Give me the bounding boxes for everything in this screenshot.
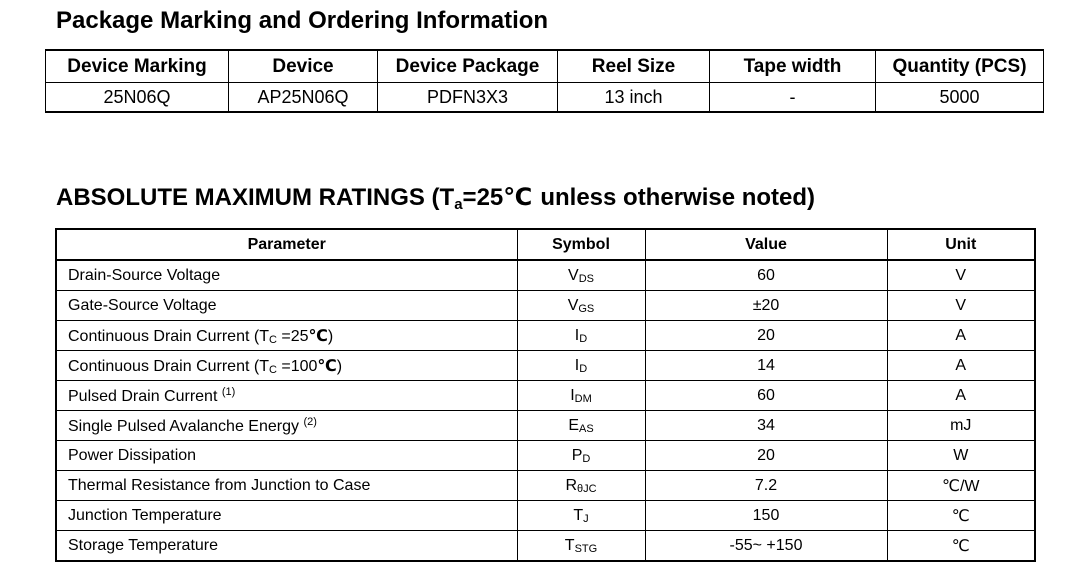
ratings-title-prefix: ABSOLUTE MAXIMUM RATINGS (T	[56, 184, 455, 211]
table-row	[56, 501, 1035, 531]
parameter-text: Power Dissipation	[68, 446, 197, 464]
ordering-header-row	[46, 50, 1044, 83]
unit-cell: V	[887, 260, 1035, 291]
header-quantity: Quantity (PCS)	[876, 50, 1044, 83]
unit-cell: W	[887, 441, 1035, 471]
unit-cell: A	[887, 351, 1035, 381]
unit-cell: A	[887, 381, 1035, 411]
parameter-cell	[56, 351, 517, 381]
cell-device-package: PDFN3X3	[378, 83, 558, 113]
symbol-subscript: θJC	[577, 482, 597, 495]
header-device: Device	[229, 50, 378, 83]
cell-reel-size: 13 inch	[558, 83, 710, 113]
ratings-title-mid: =25℃	[462, 184, 533, 211]
symbol-letter: E	[568, 416, 579, 434]
header-parameter: Parameter	[56, 229, 517, 260]
cell-device-marking: 25N06Q	[46, 83, 229, 113]
symbol-subscript: DS	[578, 272, 594, 285]
symbol-cell	[517, 411, 645, 441]
table-row	[56, 321, 1035, 351]
table-row	[56, 260, 1035, 291]
value-cell: 20	[645, 441, 887, 471]
unit-cell: mJ	[887, 411, 1035, 441]
table-row	[56, 291, 1035, 321]
symbol-subscript: GS	[578, 302, 595, 315]
header-value: Value	[645, 229, 887, 260]
value-cell: 34	[645, 411, 887, 441]
value-cell: ±20	[645, 291, 887, 321]
ratings-section-title	[56, 183, 815, 213]
ratings-title-suffix: unless otherwise noted)	[540, 184, 816, 211]
symbol-subscript: J	[583, 512, 589, 525]
symbol-letter: I	[570, 386, 575, 404]
cell-tape-width: -	[710, 83, 876, 113]
symbol-cell	[517, 321, 645, 351]
parameter-cell	[56, 531, 517, 562]
symbol-subscript: STG	[574, 542, 598, 555]
footnote-marker: (1)	[221, 385, 236, 398]
symbol-letter: V	[568, 266, 579, 284]
ratings-title-subscript: a	[454, 196, 463, 213]
header-device-marking: Device Marking	[46, 50, 229, 83]
parameter-cell	[56, 260, 517, 291]
cell-device: AP25N06Q	[229, 83, 378, 113]
symbol-letter: T	[564, 536, 575, 554]
parameter-text: Single Pulsed Avalanche Energy	[68, 417, 299, 435]
symbol-cell	[517, 531, 645, 562]
symbol-subscript: D	[582, 452, 591, 465]
unit-cell: ℃	[887, 501, 1035, 531]
unit-cell: ℃	[887, 531, 1035, 562]
table-row	[56, 441, 1035, 471]
symbol-subscript: D	[579, 362, 588, 375]
parameter-text: Gate-Source Voltage	[68, 296, 217, 314]
symbol-subscript: AS	[578, 422, 594, 435]
cell-quantity: 5000	[876, 83, 1044, 113]
symbol-subscript: D	[579, 332, 588, 345]
header-device-package: Device Package	[378, 50, 558, 83]
symbol-subscript: DM	[574, 392, 592, 405]
unit-cell: V	[887, 291, 1035, 321]
parameter-text: =25	[276, 327, 309, 345]
ordering-section-title: Package Marking and Ordering Information	[56, 7, 549, 34]
value-cell: 60	[645, 260, 887, 291]
value-cell: 14	[645, 351, 887, 381]
symbol-letter: I	[574, 356, 580, 374]
table-row	[56, 381, 1035, 411]
table-row	[56, 351, 1035, 381]
degree-symbol: ℃	[317, 357, 337, 375]
parameter-text: Pulsed Drain Current	[68, 387, 218, 405]
value-cell: 20	[645, 321, 887, 351]
ordering-data-row	[46, 83, 1044, 113]
parameter-subscript: C	[268, 333, 277, 346]
parameter-cell	[56, 411, 517, 441]
parameter-cell	[56, 501, 517, 531]
header-symbol: Symbol	[517, 229, 645, 260]
header-reel-size: Reel Size	[558, 50, 710, 83]
value-cell: 60	[645, 381, 887, 411]
parameter-cell	[56, 441, 517, 471]
ordering-table	[45, 49, 1044, 113]
symbol-letter: R	[565, 476, 577, 494]
value-cell: 7.2	[645, 471, 887, 501]
parameter-text: Drain-Source Voltage	[68, 266, 221, 284]
symbol-cell	[517, 260, 645, 291]
parameter-text: Continuous Drain Current (T	[68, 357, 269, 375]
symbol-letter: V	[567, 296, 579, 314]
parameter-cell	[56, 321, 517, 351]
parameter-cell	[56, 291, 517, 321]
unit-cell: A	[887, 321, 1035, 351]
table-row	[56, 411, 1035, 441]
parameter-text: )	[336, 357, 343, 375]
ratings-table	[55, 228, 1036, 562]
symbol-cell	[517, 291, 645, 321]
parameter-text: Continuous Drain Current (T	[68, 327, 269, 345]
symbol-cell	[517, 351, 645, 381]
parameter-text: )	[327, 327, 334, 345]
symbol-letter: P	[571, 446, 583, 464]
table-row	[56, 531, 1035, 562]
header-unit: Unit	[887, 229, 1035, 260]
unit-cell: ℃/W	[887, 471, 1035, 501]
value-cell: -55~ +150	[645, 531, 887, 562]
parameter-cell	[56, 381, 517, 411]
ratings-header-row	[56, 229, 1035, 260]
footnote-marker: (2)	[303, 415, 317, 428]
parameter-text: Thermal Resistance from Junction to Case	[68, 476, 371, 494]
ratings-body	[56, 260, 1035, 561]
symbol-cell	[517, 381, 645, 411]
parameter-cell	[56, 471, 517, 501]
parameter-text: Junction Temperature	[68, 506, 222, 524]
symbol-letter: I	[574, 326, 580, 344]
degree-symbol: ℃	[308, 327, 328, 345]
table-row	[56, 471, 1035, 501]
value-cell: 150	[645, 501, 887, 531]
symbol-cell	[517, 501, 645, 531]
parameter-text: Storage Temperature	[68, 536, 219, 554]
symbol-cell	[517, 471, 645, 501]
symbol-cell	[517, 441, 645, 471]
symbol-letter: T	[573, 506, 584, 524]
header-tape-width: Tape width	[710, 50, 876, 83]
parameter-subscript: C	[268, 363, 277, 376]
parameter-text: =100	[276, 357, 318, 375]
